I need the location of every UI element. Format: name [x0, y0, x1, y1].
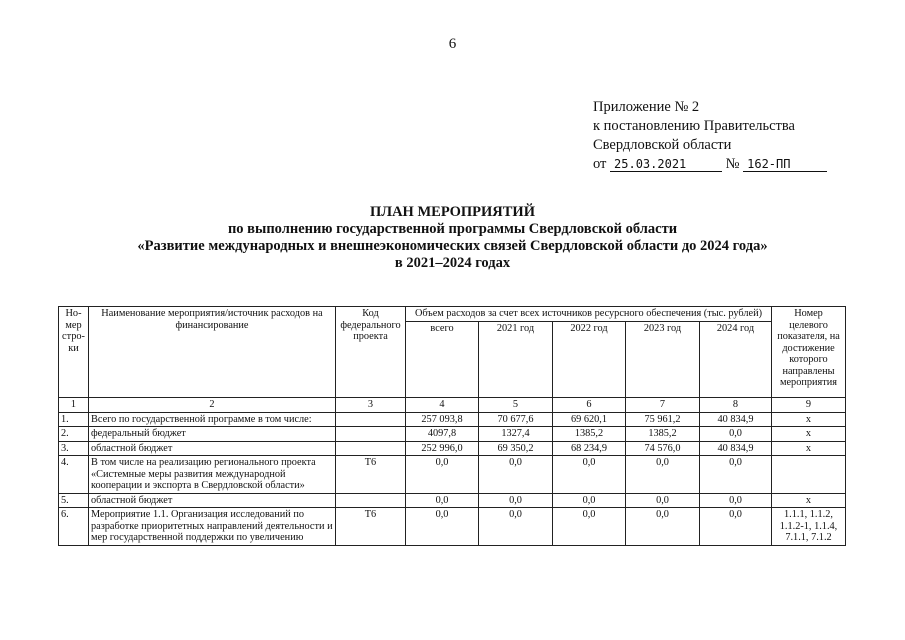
appendix-line-2: к постановлению Правительства — [593, 118, 795, 134]
row-code — [336, 493, 406, 508]
column-index: 9 — [772, 398, 846, 413]
date-prefix: от — [593, 156, 607, 172]
row-2021: 0,0 — [479, 508, 553, 546]
row-indicator: х — [772, 412, 846, 427]
row-total: 0,0 — [406, 508, 479, 546]
document-title — [0, 204, 905, 272]
header-total: всего — [406, 322, 479, 398]
appendix-date-line — [593, 155, 827, 174]
header-2021: 2021 год — [479, 322, 553, 398]
table-row — [59, 412, 846, 427]
row-name: областной бюджет — [89, 493, 336, 508]
column-index: 2 — [89, 398, 336, 413]
row-2021: 0,0 — [479, 456, 553, 494]
row-2023: 0,0 — [626, 493, 700, 508]
row-name: федеральный бюджет — [89, 427, 336, 442]
row-total: 252 996,0 — [406, 441, 479, 456]
column-index: 6 — [553, 398, 626, 413]
row-2023: 75 961,2 — [626, 412, 700, 427]
row-indicator — [772, 456, 846, 494]
appendix-block — [593, 98, 827, 174]
header-volume-group: Объем расходов за счет всех источников ресурсного обеспечения (тыс. рублей) — [406, 307, 772, 322]
table-row — [59, 456, 846, 494]
row-indicator: х — [772, 427, 846, 442]
header-2023: 2023 год — [626, 322, 700, 398]
row-number: 6. — [59, 508, 89, 546]
row-number: 4. — [59, 456, 89, 494]
header-code: Код федерального проекта — [336, 307, 406, 398]
header-indicator: Номер целевого показателя, на достижение которого направлены мероприятия — [772, 307, 846, 398]
table-row — [59, 427, 846, 442]
row-2024: 0,0 — [700, 427, 772, 442]
row-2022: 0,0 — [553, 508, 626, 546]
row-2024: 40 834,9 — [700, 412, 772, 427]
row-2023: 1385,2 — [626, 427, 700, 442]
row-2021: 1327,4 — [479, 427, 553, 442]
row-2024: 0,0 — [700, 456, 772, 494]
row-number: 5. — [59, 493, 89, 508]
column-index: 7 — [626, 398, 700, 413]
column-index: 1 — [59, 398, 89, 413]
row-code: Т6 — [336, 508, 406, 546]
column-index: 4 — [406, 398, 479, 413]
row-total: 0,0 — [406, 456, 479, 494]
column-index: 5 — [479, 398, 553, 413]
row-2024: 40 834,9 — [700, 441, 772, 456]
row-code — [336, 412, 406, 427]
row-2022: 0,0 — [553, 456, 626, 494]
row-indicator: х — [772, 493, 846, 508]
row-name: Мероприятие 1.1. Организация исследований по разработке приоритетных направлений деятельности и мер государственной поддержки по увеличению — [89, 508, 336, 546]
title-line-3: «Развитие международных и внешнеэкономических связей Свердловской области до 2024 года» — [137, 238, 768, 254]
row-2022: 1385,2 — [553, 427, 626, 442]
row-name: Всего по государственной программе в том числе: — [89, 412, 336, 427]
table-row — [59, 493, 846, 508]
row-2023: 74 576,0 — [626, 441, 700, 456]
row-2021: 69 350,2 — [479, 441, 553, 456]
row-2024: 0,0 — [700, 493, 772, 508]
row-total: 0,0 — [406, 493, 479, 508]
column-index-row — [59, 398, 846, 413]
header-2024: 2024 год — [700, 322, 772, 398]
date-value: 25.03.2021 — [610, 157, 722, 172]
row-name: областной бюджет — [89, 441, 336, 456]
appendix-line-1: Приложение № 2 — [593, 99, 700, 115]
row-code — [336, 427, 406, 442]
header-row-number: Но-мер стро-ки — [59, 307, 89, 398]
table-row — [59, 441, 846, 456]
row-number: 3. — [59, 441, 89, 456]
row-code: Т6 — [336, 456, 406, 494]
header-name: Наименование мероприятия/источник расходов на финансирование — [89, 307, 336, 398]
title-line-2: по выполнению государственной программы Свердловской области — [227, 221, 678, 237]
row-2021: 0,0 — [479, 493, 553, 508]
row-indicator: 1.1.1, 1.1.2, 1.1.2-1, 1.1.4, 7.1.1, 7.1.2 — [772, 508, 846, 546]
row-code — [336, 441, 406, 456]
row-indicator: х — [772, 441, 846, 456]
row-name: В том числе на реализацию регионального проекта «Системные меры развития международной кооперации и экспорта в Свердловской области» — [89, 456, 336, 494]
column-index: 3 — [336, 398, 406, 413]
column-index: 8 — [700, 398, 772, 413]
row-total: 257 093,8 — [406, 412, 479, 427]
row-2021: 70 677,6 — [479, 412, 553, 427]
row-total: 4097,8 — [406, 427, 479, 442]
plan-table — [58, 306, 846, 546]
row-number: 2. — [59, 427, 89, 442]
page-number: 6 — [448, 36, 457, 52]
number-prefix: № — [725, 156, 740, 172]
row-number: 1. — [59, 412, 89, 427]
row-2024: 0,0 — [700, 508, 772, 546]
row-2022: 0,0 — [553, 493, 626, 508]
row-2023: 0,0 — [626, 456, 700, 494]
row-2023: 0,0 — [626, 508, 700, 546]
title-line-1: ПЛАН МЕРОПРИЯТИЙ — [370, 204, 535, 220]
title-line-4: в 2021–2024 годах — [394, 255, 511, 271]
header-2022: 2022 год — [553, 322, 626, 398]
row-2022: 68 234,9 — [553, 441, 626, 456]
appendix-line-3: Свердловской области — [593, 137, 732, 153]
table-row — [59, 508, 846, 546]
row-2022: 69 620,1 — [553, 412, 626, 427]
number-value: 162-ПП — [743, 157, 827, 172]
